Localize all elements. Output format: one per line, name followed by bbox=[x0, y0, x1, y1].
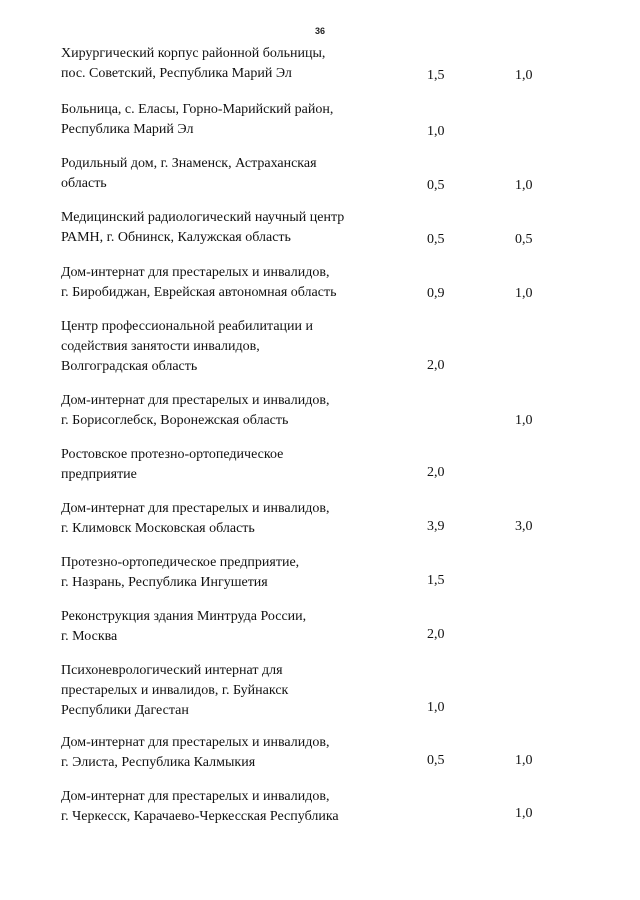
entry-value-a: 2,0 bbox=[427, 358, 445, 373]
entry-description-line: Хирургический корпус районной больницы, bbox=[61, 46, 326, 61]
entry-description-line: Дом-интернат для престарелых и инвалидов, bbox=[61, 735, 330, 750]
page-number: 36 bbox=[314, 26, 325, 36]
entry-value-a: 1,0 bbox=[427, 124, 445, 139]
entry-description-line: Дом-интернат для престарелых и инвалидов, bbox=[61, 393, 330, 408]
entry-description-line: Родильный дом, г. Знаменск, Астраханская bbox=[61, 156, 317, 171]
entry-description-line: содействия занятости инвалидов, bbox=[61, 339, 260, 354]
entry-value-a: 1,5 bbox=[427, 573, 445, 588]
entry-description-line: престарелых и инвалидов, г. Буйнакск bbox=[61, 683, 289, 698]
entry-value-a: 0,9 bbox=[427, 286, 445, 301]
entry-description-line: г. Элиста, Республика Калмыкия bbox=[61, 755, 256, 770]
entry-value-a: 0,5 bbox=[427, 753, 445, 768]
entry-description-line: г. Климовск Московская область bbox=[61, 521, 255, 536]
entry-description-line: Дом-интернат для престарелых и инвалидов, bbox=[61, 501, 330, 516]
entry-description-line: Республики Дагестан bbox=[61, 703, 189, 718]
entry-value-a: 0,5 bbox=[427, 232, 445, 247]
entry-description-line: Больница, с. Еласы, Горно-Марийский район, bbox=[61, 102, 334, 117]
entry-description-line: Республика Марий Эл bbox=[61, 122, 194, 137]
entry-description-line: Центр профессиональной реабилитации и bbox=[61, 319, 313, 334]
entry-value-a: 2,0 bbox=[427, 465, 445, 480]
entry-description-line: Реконструкция здания Минтруда России, bbox=[61, 609, 307, 624]
entry-description-line: г. Борисоглебск, Воронежская область bbox=[61, 413, 289, 428]
entry-value-b: 3,0 bbox=[515, 519, 533, 534]
entry-description-line: Протезно-ортопедическое предприятие, bbox=[61, 555, 300, 570]
entry-value-b: 1,0 bbox=[515, 286, 533, 301]
entry-value-b: 0,5 bbox=[515, 232, 533, 247]
entry-description-line: Психоневрологический интернат для bbox=[61, 663, 283, 678]
entry-value-a: 1,5 bbox=[427, 68, 445, 83]
entry-value-a: 3,9 bbox=[427, 519, 445, 534]
entry-value-a: 1,0 bbox=[427, 700, 445, 715]
entry-description-line: Волгоградская область bbox=[61, 359, 198, 374]
entry-value-b: 1,0 bbox=[515, 68, 533, 83]
entry-description-line: РАМН, г. Обнинск, Калужская область bbox=[61, 230, 291, 245]
entry-description-line: г. Биробиджан, Еврейская автономная область bbox=[61, 285, 337, 300]
entry-value-b: 1,0 bbox=[515, 806, 533, 821]
entry-description-line: г. Назрань, Республика Ингушетия bbox=[61, 575, 268, 590]
entry-description-line: г. Москва bbox=[61, 629, 118, 644]
entry-description-line: область bbox=[61, 176, 107, 191]
entry-value-b: 1,0 bbox=[515, 178, 533, 193]
entry-value-b: 1,0 bbox=[515, 413, 533, 428]
entry-description-line: Ростовское протезно-ортопедическое bbox=[61, 447, 284, 462]
entry-description-line: г. Черкесск, Карачаево-Черкесская Республика bbox=[61, 809, 339, 824]
entry-value-a: 2,0 bbox=[427, 627, 445, 642]
entry-description-line: предприятие bbox=[61, 467, 137, 482]
entry-description-line: Дом-интернат для престарелых и инвалидов, bbox=[61, 789, 330, 804]
entry-value-a: 0,5 bbox=[427, 178, 445, 193]
entry-description-line: Дом-интернат для престарелых и инвалидов, bbox=[61, 265, 330, 280]
entry-value-b: 1,0 bbox=[515, 753, 533, 768]
entry-description-line: Медицинский радиологический научный центр bbox=[61, 210, 345, 225]
entry-description-line: пос. Советский, Республика Марий Эл bbox=[61, 66, 292, 81]
